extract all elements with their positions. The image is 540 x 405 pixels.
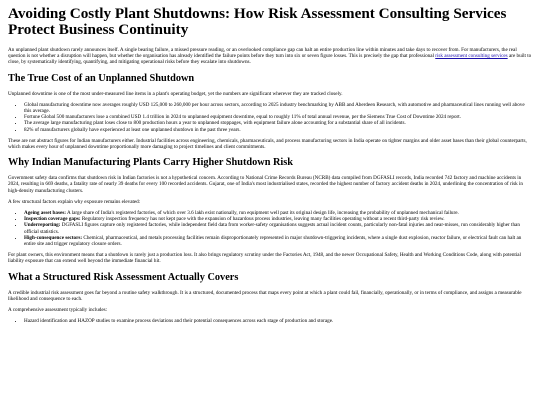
list-item-text: Chemical, pharmaceutical, and metals processing facilities remain disproportionately represented in major shutdown-triggering incidents, where a single dust explosion, reactor failure, or electrical fault can halt an entire site and trigger regulatory closure orders. xyxy=(24,234,522,248)
section3-para2: A comprehensive assessment typically includes: xyxy=(8,307,108,314)
risk-assessment-link[interactable]: risk assessment consulting services xyxy=(435,53,508,60)
article-title: Avoiding Costly Plant Shutdowns: How Risk Assessment Consulting Services Protect Business Continuity xyxy=(8,5,507,38)
list-item-text: A large share of India's registered factories, of which over 3.6 lakh exist nationally, run equipment well past its original design life, increasing the probability of unplanned mechanical failure. xyxy=(67,210,459,217)
intro-paragraph xyxy=(8,47,532,66)
list-item xyxy=(24,222,532,234)
intro-text: An unplanned plant shutdown rarely announces itself. A single bearing failure, a missed pressure reading, or an overlooked compliance gap can halt an entire production line within minutes and take days to recover from. For manufacturers, the real question is not whether a disruption will happen, but whether the organisation has already identified the failure points before they turn into six or seven figure losses. This is precisely the gap that professional xyxy=(8,47,517,60)
section2-para1: Government safety data confirms that shutdown risk in Indian factories is not a hypothetical concern. According to National Crime Records Bureau (NCRB) data compiled from DGFASLI records, India recorded 742 factory and machine accidents in 2024, resulting in 669 deaths, a fatality rate of nearly 39 deaths for every 100 recorded accidents. Gujarat, one of India's most industrialised states, recorded the highest number of factory accident deaths in 2024, underlining the concentration of risk in high-density manufacturing clusters. xyxy=(8,175,523,194)
section1-list xyxy=(8,102,532,133)
section1-closing: These are not abstract figures for Indian manufacturers either. Industrial facilities across engineering, chemicals, pharmaceuticals, and process manufacturing sectors in India operate on tighter margins and older asset bases than their global counterparts, which makes every hour of unplanned downtime proportionally more damaging to project timelines and client commitments. xyxy=(8,137,527,151)
list-item: • The average large manufacturing plant loses close to 800 production hours a year to unplanned stoppages, with equipment failure alone accounting for a substantial share of all incidents. xyxy=(24,120,532,126)
section1-lead: Unplanned downtime is one of the most under-measured line items in a plant's operating budget, yet the numbers are significant wherever they are tracked closely. xyxy=(8,90,343,97)
list-item: • Global manufacturing downtime now averages roughly USD 125,000 to 260,000 per hour across sectors, according to 2025 industry benchmarking by ABB and Aberdeen Research, with automotive and pharmaceutical lines running well above this average. xyxy=(24,102,532,114)
section2-list xyxy=(8,210,532,247)
list-item-label: Inspection coverage gaps: xyxy=(24,216,81,223)
list-item xyxy=(24,235,532,247)
list-item-label: High-consequence sectors: xyxy=(24,234,83,241)
list-item-text: DGFASLI figures capture only registered factories, while independent field data from worker-safety organisations suggests actual incident counts, particularly non-fatal injuries and near-misses, run considerably higher than official statistics. xyxy=(24,222,520,235)
section2-closing: For plant owners, this environment means that a shutdown is rarely just a production loss. It also brings regulatory scrutiny under the Factories Act, 1948, and the newer Occupational Safety, Health and Working Conditions Code, along with potential liability exposure that can extend well beyond the immediate financial hit. xyxy=(8,252,521,265)
list-item-label: Underreporting: xyxy=(24,222,61,229)
section-heading-indian-risk: Why Indian Manufacturing Plants Carry Higher Shutdown Risk xyxy=(8,157,294,169)
list-item: • Hazard identification and HAZOP studies to examine process deviations and their potential consequences across each stage of production and storage. xyxy=(24,318,532,324)
list-item: • Fortune Global 500 manufacturers lose a combined USD 1.4 trillion in 2024 to unplanned equipment downtime, equal to roughly 11% of total annual revenue, per the Siemens True Cost of Downtime 2024 report. xyxy=(24,114,532,120)
section-heading-risk-assessment: What a Structured Risk Assessment Actually Covers xyxy=(8,271,239,283)
list-item-label: Ageing asset bases: xyxy=(24,210,66,217)
section-heading-true-cost: The True Cost of an Unplanned Shutdown xyxy=(8,72,195,84)
list-item-text: Regulatory inspection frequency has not kept pace with the expansion of hazardous process industries, leaving many facilities operating without a recent third-party risk review. xyxy=(81,216,445,223)
list-item: • 82% of manufacturers globally have experienced at least one unplanned shutdown in the past three years. xyxy=(24,127,532,133)
section3-list xyxy=(8,318,532,324)
section2-para2: A few structural factors explain why exposure remains elevated: xyxy=(8,198,141,205)
intro-text-end: are built to close, by systematically identifying, quantifying, and mitigating operational risks before they escalate into shutdowns. xyxy=(8,53,532,66)
section3-para1: A credible industrial risk assessment goes far beyond a routine safety walkthrough. It is a structured, documented process that maps every point at which a plant could fail, financially, operationally, or in terms of compliance, and assigns a measurable likelihood and consequence to each. xyxy=(8,289,522,302)
